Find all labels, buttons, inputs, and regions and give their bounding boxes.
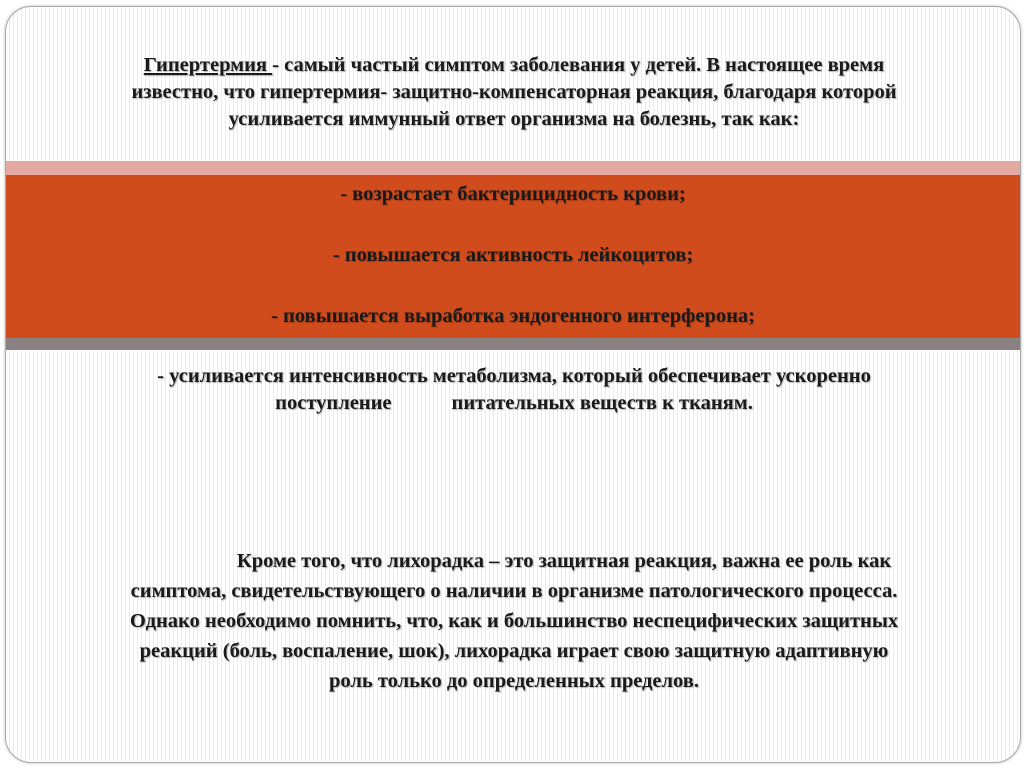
conclusion-line-1	[26, 546, 1002, 576]
highlight-band-top-stripe	[6, 161, 1020, 175]
conclusion-line-5: роль только до определенных пределов.	[329, 670, 699, 692]
slide	[5, 6, 1021, 763]
conclusion-line-2: симптома, свидетельствующего о наличии в организме патологического процесса.	[130, 580, 898, 602]
metabolism-line-1: - усиливается интенсивность метаболизма, который обеспечивает ускоренно	[157, 365, 871, 387]
bullet-interferon: - повышается выработка эндогенного интерферона;	[271, 305, 755, 327]
term-hyperthermia: Гипертермия	[143, 54, 273, 76]
metabolism-line-2-part-1: поступление	[275, 392, 392, 414]
metabolism-line-2	[26, 390, 1002, 417]
bullet-leukocytes: - повышается активность лейкоцитов;	[332, 244, 694, 266]
metabolism-paragraph	[26, 363, 1002, 417]
intro-line-2: известно, что гипертермия- защитно-компенсаторная реакция, благодаря которой	[131, 81, 897, 103]
conclusion-line-1-text: Кроме того, что лихорадка – это защитная реакция, важна ее роль как	[236, 550, 892, 572]
conclusion-line-4: реакций (боль, воспаление, шок), лихорадка играет свою защитную адаптивную	[139, 640, 889, 662]
intro-line-3: усиливается иммунный ответ организма на болезнь, так как:	[228, 108, 800, 130]
conclusion-paragraph	[26, 546, 1002, 696]
highlight-band-bottom-stripe	[6, 338, 1020, 350]
intro-line-1	[26, 52, 1002, 79]
metabolism-line-2-part-2: питательных веществ к тканям.	[451, 392, 753, 414]
intro-paragraph	[26, 52, 1002, 133]
intro-line-1-rest: - самый частый симптом заболевания у детей. В настоящее время	[272, 54, 885, 76]
conclusion-line-3: Однако необходимо помнить, что, как и большинство неспецифических защитных	[129, 610, 899, 632]
bullet-bactericidal: - возрастает бактерицидность крови;	[340, 183, 686, 205]
